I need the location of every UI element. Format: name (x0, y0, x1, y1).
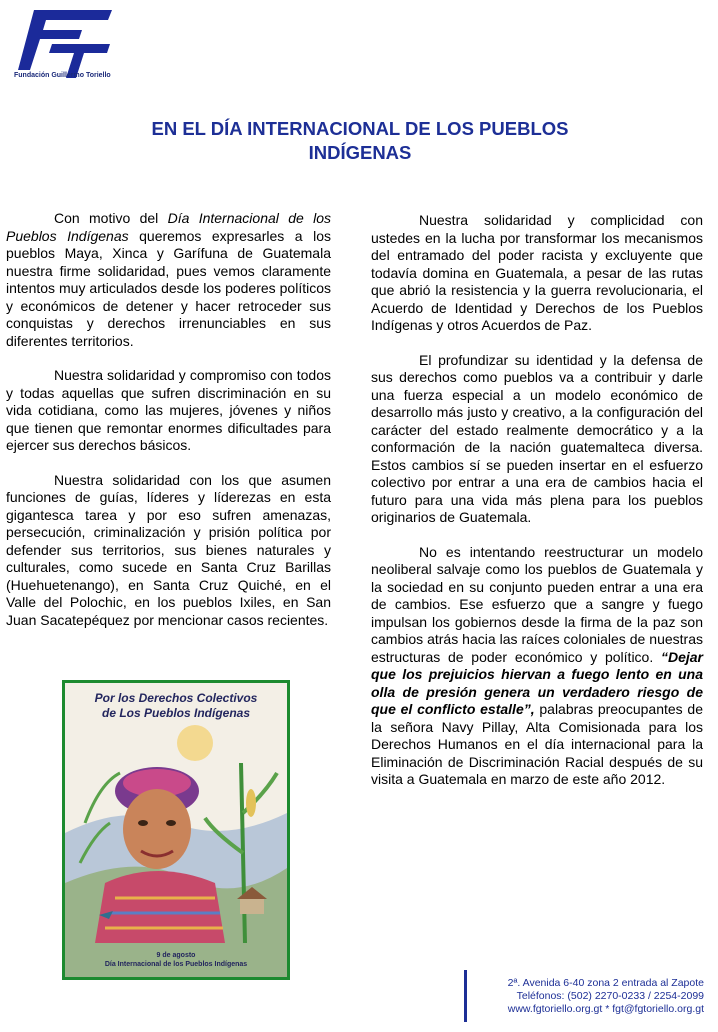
left-column (6, 210, 331, 646)
footer-contact (469, 977, 704, 1016)
poster-title-line: de Los Pueblos Indígenas (101, 706, 251, 720)
footer-phones: Teléfonos: (502) 2270-0233 / 2254-2099 (516, 990, 704, 1002)
paragraph: Nuestra solidaridad con los que asumen funciones de guías, líderes y líderezas en esta gigantesca tarea y por eso sufren amenazas, persecución, criminalización y prisión política por defender sus territorios, sus bienes naturales y culturales, como sucede en Santa Cruz Barillas (Huehuetenango), en Santa Cruz Quiché, en el Valle del Polochic, en los pueblos Ixiles, en San Juan Sacatepéquez por mencionar casos recientes. (6, 471, 331, 628)
poster-illustration (65, 683, 287, 977)
paragraph-emphasis: Día Internacional de los Pueblos Indígenas (6, 210, 331, 244)
footer-web-email (469, 1003, 704, 1016)
separator: * (602, 1003, 613, 1015)
footer-divider (464, 970, 467, 1022)
poster-date: 9 de agosto (156, 952, 196, 959)
paragraph-text: palabras preocupantes de la señora Navy Pillay, Alta Comisionada para los Derechos Humanos en el día internacional para la Eliminación de Discriminación Racial después de su visita a Guatemala en marzo de este año 2012. (371, 701, 703, 787)
title-line-2: INDÍGENAS (308, 142, 412, 163)
paragraph (6, 210, 331, 350)
paragraph: El profundizar su identidad y la defensa de sus derechos como pueblos va a contribuir y darle una fuerza especial a un modelo económico de desarrollo más justo y creativo, a la configuración del carácter del estado realmente democrático y a la conformación de la nación guatemalteca diversa. Estos cambios sí se pueden insertar en el esfuerzo colectivo por entrar a una era de cambios hacia el futuro para una vida más plena para los pueblos originarios de Guatemala. (371, 351, 703, 525)
paragraph-text: queremos expresarles a los pueblos Maya, Xinca y Garífuna de Guatemala nuestra firme solidaridad, pues vemos claramente intentos muy articulados desde los poderes políticos y económicos de detener y hacer retroceder sus conquistas y derechos irrenunciables en sus diferentes territorios. (6, 227, 331, 349)
right-column (371, 212, 703, 806)
poster-title (65, 691, 287, 721)
poster-caption-line: Día Internacional de los Pueblos Indígenas (104, 961, 248, 968)
paragraph: Nuestra solidaridad y compromiso con todos y todas aquellas que sufren discriminación en su vida cotidiana, como las mujeres, jóvenes y niños que tienen que remontar enormes dificultades para ejercer sus derechos básicos. (6, 367, 331, 453)
footer-address: 2ª. Avenida 6-40 zona 2 entrada al Zapote (507, 977, 704, 989)
paragraph: Nuestra solidaridad y complicidad con ustedes en la lucha por transformar los mecanismos del entramado del poder racista y excluyente que todavía domina en Guatemala, a pesar de las rutas que abrió la resistencia y la guerra revolucionaria, el Acuerdo de Identidad y Derechos de los Pueblos Indígenas y otros Acuerdos de Paz. (371, 212, 703, 333)
paragraph-text: Con motivo del (54, 210, 168, 226)
quote-text: “Dejar que los prejuicios hiervan a fuego lento en una olla de presión genera un verdadero riesgo de que el conflicto estalle”, (371, 648, 703, 717)
poster-caption (65, 951, 287, 969)
poster-image (62, 680, 290, 980)
paragraph (371, 544, 703, 789)
page-title (60, 117, 660, 165)
paragraph-text: No es intentando reestructurar un modelo neoliberal salvaje como los pueblos de Guatemala y la sociedad en su conjunto pueden entrar a una era de cambios. Ese esfuerzo que a sangre y fuego impulsan los gobiernos desde la firma de la paz son cambios atrás hacia las raíces coloniales de nuestras estructuras de poder económico y político. (371, 543, 703, 665)
email-link[interactable]: fgt@fgtoriello.org.gt (612, 1003, 704, 1015)
poster-title-line: Por los Derechos Colectivos (94, 691, 258, 705)
title-line-1: EN EL DÍA INTERNACIONAL DE LOS PUEBLOS (151, 118, 569, 139)
logo-caption: Fundación Guillermo Toriello (14, 72, 111, 79)
website-link[interactable]: www.fgtoriello.org.gt (507, 1003, 603, 1015)
